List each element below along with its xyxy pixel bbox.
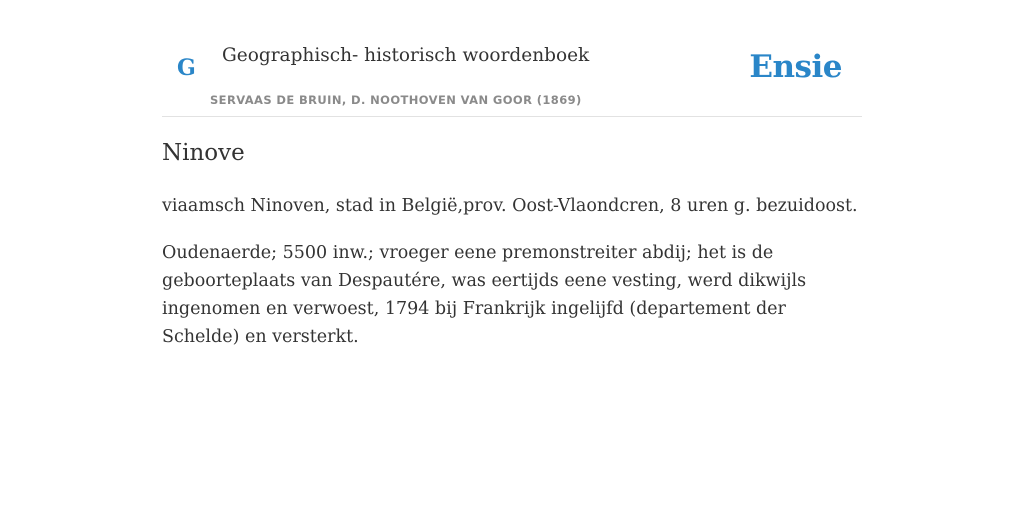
book-authors: SERVAAS DE BRUIN, D. NOOTHOVEN VAN GOOR (1869) (210, 93, 582, 107)
brand-logo[interactable]: Ensie (749, 49, 842, 85)
entry-paragraph: Oudenaerde; 5500 inw.; vroeger eene premonstreiter abdij; het is de geboorteplaats van Despautére, was eertijds eene vesting, werd dikwijls ingenomen en verwoest, 1794 bij Frankrijk ingelijfd (departement der Schelde) en versterkt. (162, 243, 807, 347)
entry-paragraph: viaamsch Ninoven, stad in België,prov. Oost-Vlaondcren, 8 uren g. bezuidoost. (162, 196, 858, 216)
book-logo-letter[interactable]: G (177, 55, 196, 81)
entry-title: Ninove (162, 140, 245, 166)
page-container (162, 0, 862, 347)
book-title: Geographisch- historisch woordenboek (222, 45, 590, 66)
header (162, 0, 862, 117)
entry-body (162, 192, 862, 370)
